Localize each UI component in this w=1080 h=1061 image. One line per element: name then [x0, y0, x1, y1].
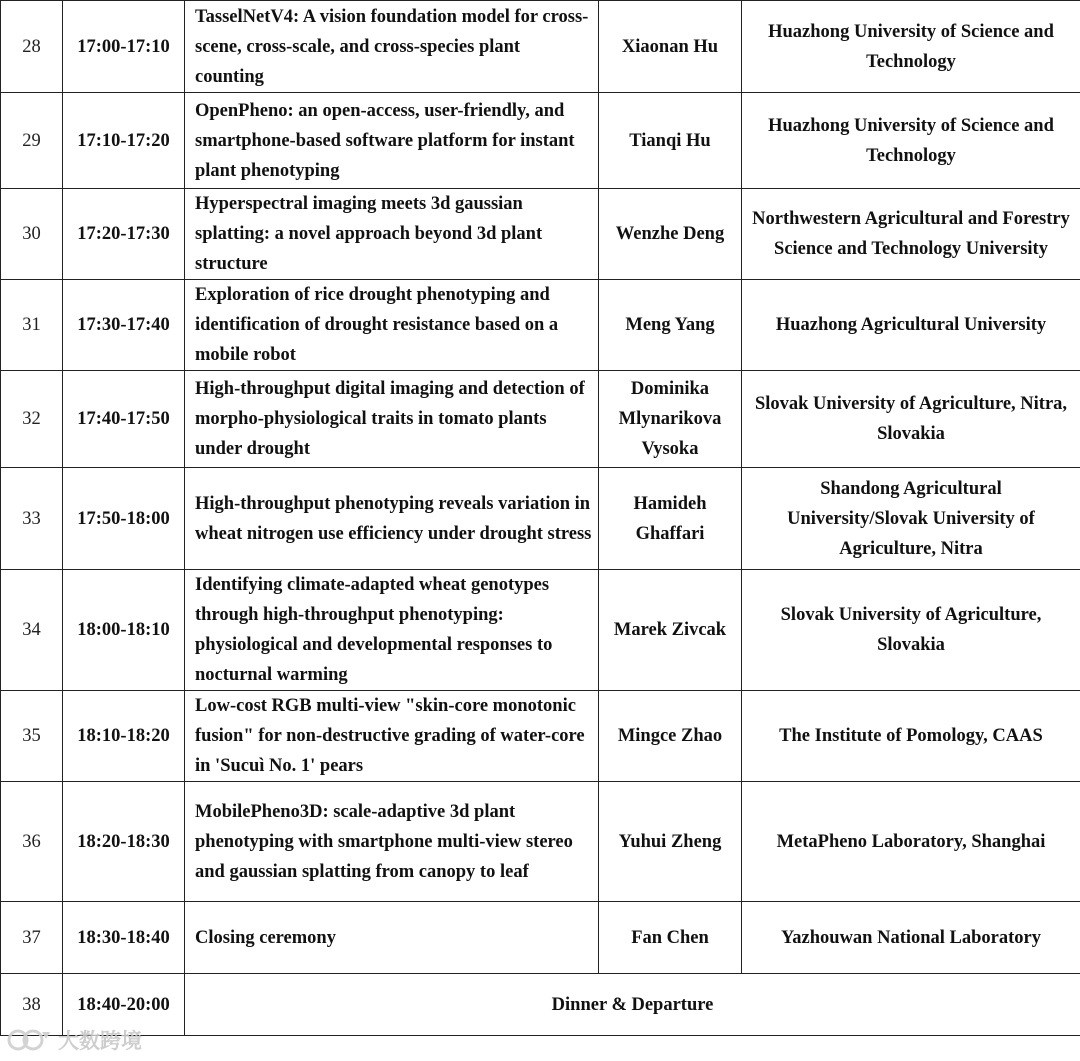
- table-row: [1, 468, 1080, 570]
- time-slot: 17:40-17:50: [63, 371, 185, 468]
- talk-title: MobilePheno3D: scale-adaptive 3d plant phenotyping with smartphone multi-view stereo and gaussian splatting from canopy to leaf: [185, 782, 599, 902]
- table-row: [1, 691, 1080, 782]
- time-slot: 17:50-18:00: [63, 468, 185, 570]
- row-number: 32: [1, 371, 63, 468]
- row-number: 36: [1, 782, 63, 902]
- affiliation: Northwestern Agricultural and Forestry Science and Technology University: [742, 189, 1080, 280]
- affiliation: Shandong Agricultural University/Slovak University of Agriculture, Nitra: [742, 468, 1080, 570]
- talk-title: High-throughput phenotyping reveals variation in wheat nitrogen use efficiency under drought stress: [185, 468, 599, 570]
- affiliation: Slovak University of Agriculture, Slovakia: [742, 570, 1080, 691]
- affiliation: Huazhong University of Science and Technology: [742, 1, 1080, 93]
- time-slot: 18:20-18:30: [63, 782, 185, 902]
- talk-title: Closing ceremony: [185, 902, 599, 974]
- time-slot: 18:30-18:40: [63, 902, 185, 974]
- time-slot: 17:00-17:10: [63, 1, 185, 93]
- talk-title: Hyperspectral imaging meets 3d gaussian splatting: a novel approach beyond 3d plant structure: [185, 189, 599, 280]
- table-row: [1, 782, 1080, 902]
- final-event: Dinner & Departure: [185, 974, 1080, 1036]
- talk-title: Low-cost RGB multi-view "skin-core monotonic fusion" for non-destructive grading of water-core in 'Sucuì No. 1' pears: [185, 691, 599, 782]
- table-row: [1, 570, 1080, 691]
- time-slot: 18:10-18:20: [63, 691, 185, 782]
- table-row: [1, 371, 1080, 468]
- speaker-name: Marek Zivcak: [599, 570, 742, 691]
- row-number: 38: [1, 974, 63, 1036]
- affiliation: Huazhong University of Science and Technology: [742, 93, 1080, 189]
- time-slot: 18:00-18:10: [63, 570, 185, 691]
- speaker-name: Yuhui Zheng: [599, 782, 742, 902]
- row-number: 29: [1, 93, 63, 189]
- time-slot: 18:40-20:00: [63, 974, 185, 1036]
- affiliation: The Institute of Pomology, CAAS: [742, 691, 1080, 782]
- table-row: [1, 189, 1080, 280]
- row-number: 31: [1, 280, 63, 371]
- talk-title: OpenPheno: an open-access, user-friendly, and smartphone-based software platform for instant plant phenotyping: [185, 93, 599, 189]
- speaker-name: Fan Chen: [599, 902, 742, 974]
- row-number: 35: [1, 691, 63, 782]
- affiliation: MetaPheno Laboratory, Shanghai: [742, 782, 1080, 902]
- table-row-final: [1, 974, 1080, 1036]
- speaker-name: Dominika Mlynarikova Vysoka: [599, 371, 742, 468]
- speaker-name: Wenzhe Deng: [599, 189, 742, 280]
- row-number: 37: [1, 902, 63, 974]
- speaker-name: Hamideh Ghaffari: [599, 468, 742, 570]
- affiliation: Huazhong Agricultural University: [742, 280, 1080, 371]
- time-slot: 17:20-17:30: [63, 189, 185, 280]
- affiliation: Slovak University of Agriculture, Nitra, Slovakia: [742, 371, 1080, 468]
- row-number: 28: [1, 1, 63, 93]
- speaker-name: Xiaonan Hu: [599, 1, 742, 93]
- table-row: [1, 1, 1080, 93]
- watermark-text: 大数跨境: [58, 1029, 142, 1053]
- table-row: [1, 902, 1080, 974]
- talk-title: TasselNetV4: A vision foundation model for cross-scene, cross-scale, and cross-species plant counting: [185, 1, 599, 93]
- row-number: 34: [1, 570, 63, 691]
- speaker-name: Tianqi Hu: [599, 93, 742, 189]
- talk-title: High-throughput digital imaging and detection of morpho-physiological traits in tomato plants under drought: [185, 371, 599, 468]
- watermark-logo-icon: [6, 1026, 52, 1054]
- talk-title: Identifying climate-adapted wheat genotypes through high-throughput phenotyping: physiological and developmental responses to nocturnal warming: [185, 570, 599, 691]
- row-number: 33: [1, 468, 63, 570]
- speaker-name: Meng Yang: [599, 280, 742, 371]
- table-row: [1, 93, 1080, 189]
- time-slot: 17:10-17:20: [63, 93, 185, 189]
- time-slot: 17:30-17:40: [63, 280, 185, 371]
- speaker-name: Mingce Zhao: [599, 691, 742, 782]
- table-row: [1, 280, 1080, 371]
- row-number: 30: [1, 189, 63, 280]
- watermark: [6, 1024, 142, 1056]
- affiliation: Yazhouwan National Laboratory: [742, 902, 1080, 974]
- talk-title: Exploration of rice drought phenotyping and identification of drought resistance based on a mobile robot: [185, 280, 599, 371]
